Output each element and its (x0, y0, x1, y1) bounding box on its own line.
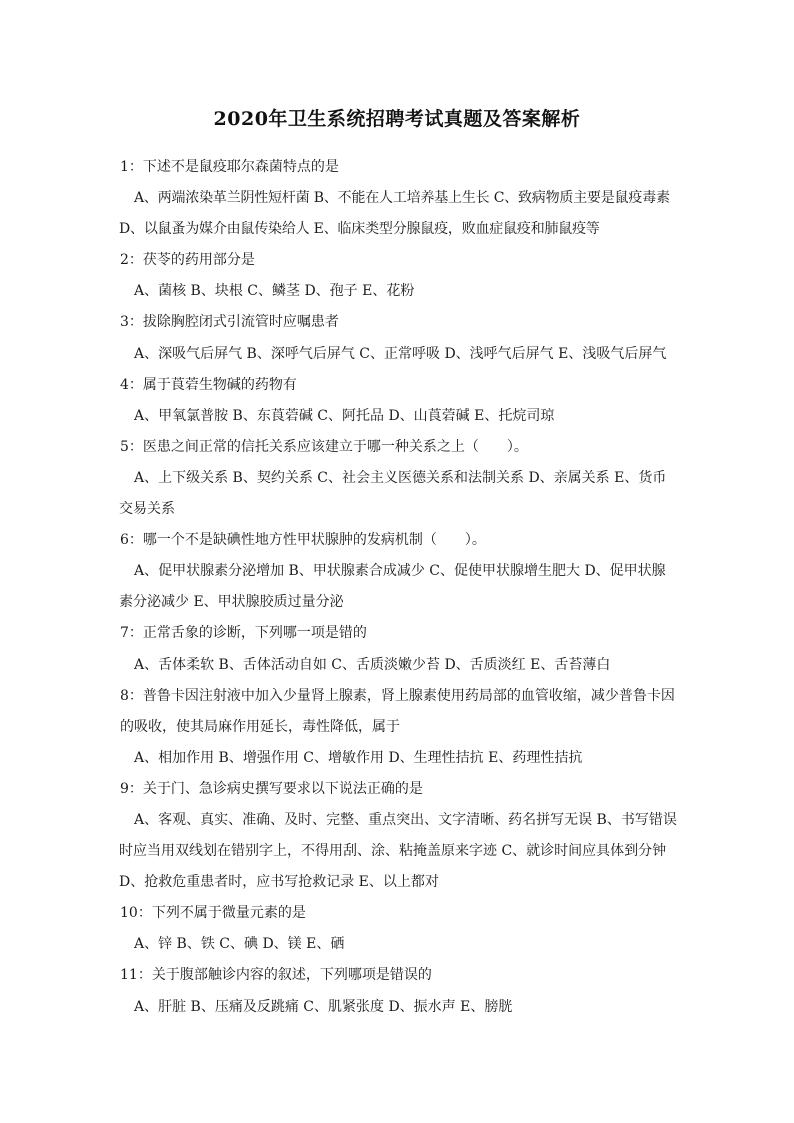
question-2 (119, 245, 679, 307)
question-options: A、肝脏 B、压痛及反跳痛 C、肌紧张度 D、振水声 E、膀胱 (134, 998, 513, 1015)
question-options: A、菌核 B、块根 C、鳞茎 D、孢子 E、花粉 (134, 283, 415, 300)
question-stem: 2：茯苓的药用部分是 (120, 252, 255, 269)
question-options: A、相加作用 B、增强作用 C、增敏作用 D、生理性拮抗 E、药理性拮抗 (134, 749, 583, 766)
question-options: A、客观、真实、准确、及时、完整、重点突出、文字清晰、药名拼写无误 B、书写错误时应当用双线划在错别字上，不得用刮、涂、粘掩盖原来字迹 C、就诊时间应具体到分钟 D、抢救危重患者时，应书写抢救记录 E、以上都对 (119, 811, 677, 891)
question-stem: 10：下列不属于微量元素的是 (120, 905, 306, 922)
question-9 (119, 774, 679, 898)
question-list (119, 152, 679, 1023)
question-8 (119, 681, 679, 774)
question-3 (119, 307, 679, 369)
question-options: A、甲氧氯普胺 B、东莨菪碱 C、阿托品 D、山莨菪碱 E、托烷司琼 (134, 407, 555, 424)
document-title: 2020年卫生系统招聘考试真题及答案解析 (213, 108, 581, 130)
question-stem: 9：关于门、急诊病史撰写要求以下说法正确的是 (120, 780, 423, 797)
question-5 (119, 432, 679, 525)
question-options: A、深吸气后屏气 B、深呼气后屏气 C、正常呼吸 D、浅呼气后屏气 E、浅吸气后屏气 (134, 345, 667, 362)
question-stem: 5：医患之间正常的信托关系应该建立于哪一种关系之上（ ）。 (120, 438, 528, 455)
question-stem: 6：哪一个不是缺碘性地方性甲状腺肿的发病机制（ ）。 (120, 532, 486, 549)
question-options: A、锌 B、铁 C、碘 D、镁 E、硒 (134, 936, 345, 953)
question-stem: 1：下述不是鼠疫耶尔森菌特点的是 (120, 159, 339, 175)
question-6 (119, 525, 679, 618)
question-options: A、两端浓染革兰阴性短杆菌 B、不能在人工培养基上生长 C、致病物质主要是鼠疫毒素 D、以鼠蚤为媒介由鼠传染给人 E、临床类型分腺鼠疫，败血症鼠疫和肺鼠疫等 (119, 190, 670, 238)
question-options: A、舌体柔软 B、舌体活动自如 C、舌质淡嫩少苔 D、舌质淡红 E、舌苔薄白 (134, 656, 611, 673)
question-stem: 3：拔除胸腔闭式引流管时应嘱患者 (120, 314, 339, 331)
question-stem: 8：普鲁卡因注射液中加入少量肾上腺素，肾上腺素使用药局部的血管收缩，减少普鲁卡因的吸收，使其局麻作用延长，毒性降低，属于 (120, 687, 675, 735)
question-1 (119, 152, 679, 245)
question-stem: 4：属于莨菪生物碱的药物有 (120, 376, 297, 393)
question-11 (119, 960, 679, 1022)
question-7 (119, 618, 679, 680)
question-stem: 7：正常舌象的诊断，下列哪一项是错的 (120, 625, 367, 642)
question-stem: 11：关于腹部触诊内容的叙述，下列哪项是错误的 (120, 967, 432, 984)
question-options: A、促甲状腺素分泌增加 B、甲状腺素合成减少 C、促使甲状腺增生肥大 D、促甲状腺素分泌减少 E、甲状腺胶质过量分泌 (119, 563, 666, 611)
question-4 (119, 370, 679, 432)
question-options: A、上下级关系 B、契约关系 C、社会主义医德关系和法制关系 D、亲属关系 E、货币交易关系 (119, 469, 667, 518)
question-10 (119, 898, 679, 960)
